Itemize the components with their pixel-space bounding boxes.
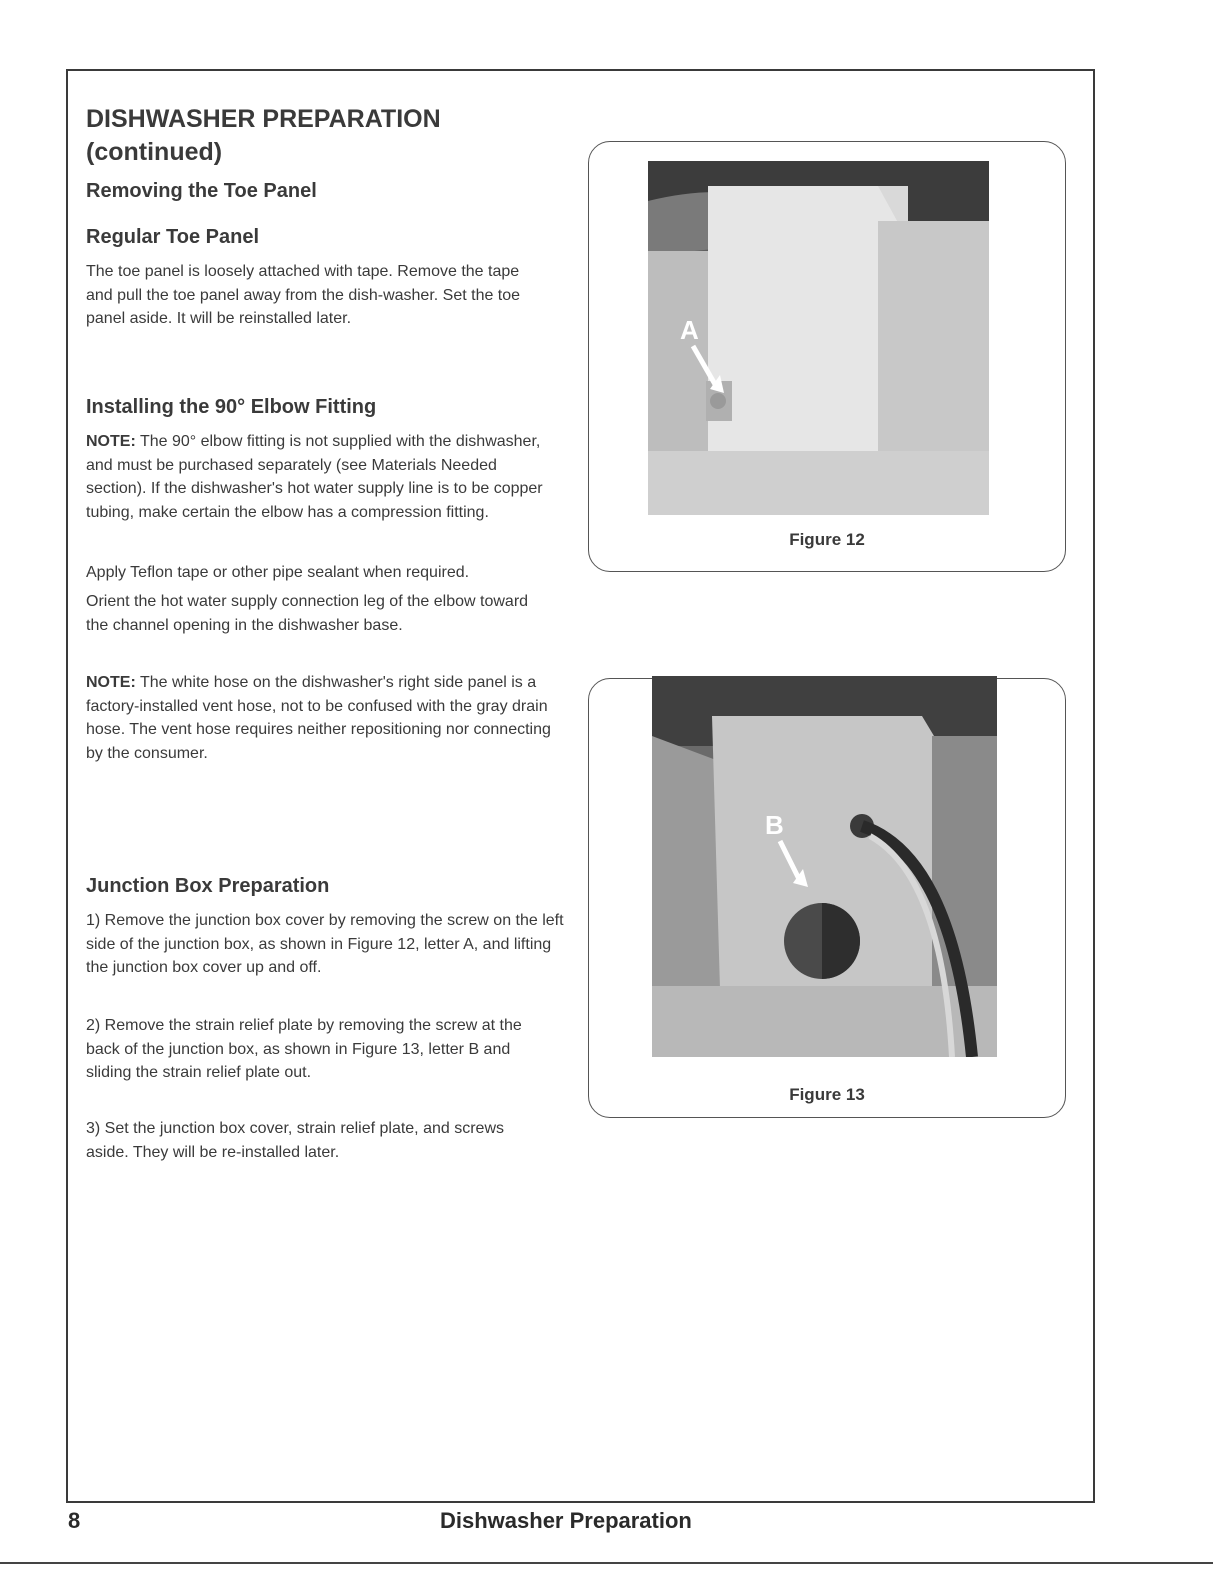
note-label: NOTE: [86,433,136,450]
bottom-rule [0,1562,1213,1564]
toe-panel-body: The toe panel is loosely attached with tape. Remove the tape and pull the toe panel away from the dish-washer. Set the toe panel aside. It will be reinstalled later. [86,263,521,327]
footer-title: Dishwasher Preparation [440,1508,692,1533]
note-label: NOTE: [86,674,136,691]
figure-12-caption: Figure 12 [789,530,865,549]
page-heading [86,103,546,169]
elbow-para-orient: Orient the hot water supply connection leg of the elbow toward the channel opening in the dishwasher base. [86,593,529,634]
elbow-para-teflon: Apply Teflon tape or other pipe sealant when required. [86,564,470,581]
vent-hose-note-text: The white hose on the dishwasher's right side panel is a factory-installed vent hose, not to be confused with the gray drain hose. The vent hose requires neither repositioning nor connecting by the consumer. [86,674,551,762]
figure-13-photo [652,676,997,1057]
figure-12-illustration [648,161,989,515]
heading-line1: DISHWASHER PREPARATION [86,105,441,133]
heading-line2: (continued) [86,138,223,166]
junction-step-2: 2) Remove the strain relief plate by removing the screw at the back of the junction box, as shown in Figure 13, letter B and sliding the strain relief plate out. [86,1017,522,1081]
section-title-toe-panel: Removing the Toe Panel [86,180,317,202]
figure-12-callout: A [680,315,699,345]
subsection-title-regular-toe-panel: Regular Toe Panel [86,226,260,248]
elbow-note-text: The 90° elbow fitting is not supplied with the dishwasher, and must be purchased separately (see Materials Needed section). If the dishwasher's hot water supply line is to be copper tubing, make certain the elbow has a compression fitting. [86,433,543,521]
vent-hose-note [86,671,556,765]
figure-13-callout: B [765,810,784,840]
page-number: 8 [68,1508,81,1533]
elbow-note [86,430,551,524]
section-title-elbow-fitting: Installing the 90° Elbow Fitting [86,396,377,418]
junction-step-1: 1) Remove the junction box cover by removing the screw on the left side of the junction box, as shown in Figure 12, letter A, and lifting the junction box cover up and off. [86,912,564,976]
junction-step-3: 3) Set the junction box cover, strain relief plate, and screws aside. They will be re-installed later. [86,1120,504,1161]
section-title-junction-box: Junction Box Preparation [86,875,330,897]
figure-13-illustration [652,676,997,1057]
figure-13-caption: Figure 13 [789,1085,865,1104]
figure-12-photo [648,161,989,515]
